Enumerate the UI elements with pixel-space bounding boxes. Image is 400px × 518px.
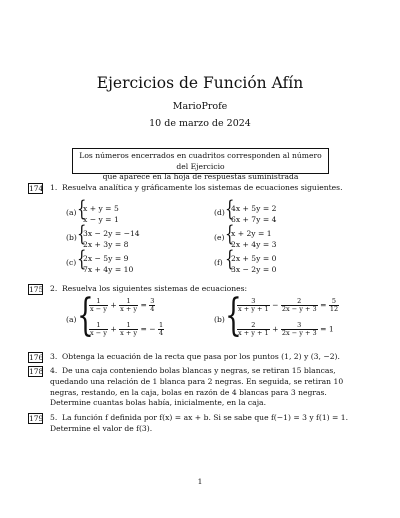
page-number: 1 — [197, 477, 203, 486]
document-title: Ejercicios de Función Afín — [96, 74, 304, 92]
notice-line: Los números encerrados en cuadritos corresponden al número del Ejercicio — [79, 151, 322, 171]
denominator: 12 — [329, 305, 339, 313]
numerator: 3 — [237, 298, 270, 306]
equals: = — [140, 300, 147, 310]
equation: x − y = 1 — [83, 215, 119, 224]
operator: + — [272, 324, 279, 334]
denominator: x − y — [90, 329, 107, 337]
denominator: x + y + 1 — [238, 305, 269, 313]
notice-box — [72, 148, 329, 181]
author: MarioProfe — [172, 101, 228, 112]
numerator: 1 — [119, 322, 138, 330]
equation: x + 2y = 1 — [231, 229, 272, 238]
numerator: 3 — [281, 322, 318, 330]
equation: 6x + 7y = 4 — [231, 215, 277, 224]
problem-box: 174 — [29, 184, 44, 193]
numerator: 2 — [281, 298, 318, 306]
fraction-equation — [237, 298, 339, 313]
system-label: (b) — [66, 233, 77, 242]
operator: + — [110, 300, 117, 310]
operator: + — [110, 324, 117, 334]
equals: = 1 — [320, 324, 334, 334]
brace-icon: { — [225, 290, 242, 341]
problem-text: Resuelva los siguientes sistemas de ecuaciones: — [62, 284, 248, 293]
problem-text: De una caja conteniendo bolas blancas y negras, se retiran 15 blancas, quedando una relación de 1 blanca para 2 negras. En seguida, se retiran 10 negras, restando, en la caja, bolas en razón de 4 blancas para 3 negras. Determine cuantas bolas había, inicialmente, en la caja. — [50, 366, 344, 408]
equation: 4x + 5y = 2 — [231, 204, 277, 213]
equation: 2x + 3y = 8 — [83, 240, 129, 249]
numerator: 3 — [150, 297, 155, 305]
system-label: (f) — [214, 258, 223, 267]
problem-number: 4. — [50, 366, 58, 375]
brace-icon: { — [77, 247, 87, 271]
brace-icon: { — [77, 290, 94, 341]
problem-text: Obtenga la ecuación de la recta que pasa por los puntos (1, 2) y (3, −2). — [62, 352, 340, 361]
numerator: 5 — [329, 298, 339, 306]
system-label: (c) — [66, 258, 77, 267]
fraction-equation — [89, 322, 164, 337]
fraction-equation — [89, 298, 155, 313]
problem-number: 2. — [50, 284, 58, 293]
equation: 3x − 2y = 0 — [231, 265, 277, 274]
date: 10 de marzo de 2024 — [149, 118, 251, 129]
numerator: 1 — [89, 322, 108, 330]
denominator: 4 — [150, 305, 155, 313]
numerator: 1 — [119, 298, 138, 306]
problem-box: 178 — [29, 367, 44, 376]
numerator: 1 — [89, 298, 108, 306]
equation: 2x + 4y = 3 — [231, 240, 277, 249]
problem-box: 176 — [29, 353, 44, 362]
denominator: x + y — [120, 305, 138, 313]
problem-number: 3. — [50, 352, 58, 361]
problem-statement — [50, 366, 350, 409]
system-label: (b) — [214, 315, 225, 324]
equals: = − — [140, 324, 156, 334]
brace-icon: { — [77, 197, 87, 221]
notice-line: que aparece en la hoja de respuestas suministrada — [102, 172, 299, 181]
brace-icon: { — [225, 197, 235, 221]
denominator: x − y — [90, 305, 107, 313]
equation: 3x − 2y = −14 — [83, 229, 140, 238]
operator: − — [272, 300, 279, 310]
equals: = — [320, 300, 327, 310]
problem-number: 1. — [50, 183, 58, 192]
problem-statement — [50, 413, 350, 435]
denominator: x + y + 1 — [238, 329, 269, 337]
brace-icon: { — [77, 222, 87, 246]
system-label: (d) — [214, 208, 225, 217]
denominator: x + y — [120, 329, 138, 337]
problem-text: La función f definida por f(x) = ax + b. Si se sabe que f(−1) = 3 y f(1) = 1. Determine el valor de f(3). — [50, 413, 349, 433]
system-label: (a) — [66, 315, 77, 324]
problem-statement — [50, 183, 343, 194]
system-label: (a) — [66, 208, 77, 217]
problem-box: 175 — [29, 285, 44, 294]
problem-number: 5. — [50, 413, 58, 422]
equation: x + y = 5 — [83, 204, 119, 213]
system-label: (e) — [214, 233, 225, 242]
numerator: 1 — [159, 321, 164, 329]
brace-icon: { — [225, 247, 235, 271]
fraction-equation — [237, 322, 334, 337]
denominator: 2x − y + 3 — [281, 305, 317, 313]
brace-icon: { — [225, 222, 235, 246]
equation: 2x + 5y = 0 — [231, 254, 277, 263]
problem-text: Resuelva analítica y gráficamente los sistemas de ecuaciones siguientes. — [62, 183, 343, 192]
denominator: 2x − y + 3 — [281, 329, 317, 337]
equation: 2x − 5y = 9 — [83, 254, 129, 263]
numerator: 2 — [237, 322, 270, 330]
denominator: 4 — [159, 329, 164, 337]
problem-box: 179 — [29, 414, 44, 423]
equation: 7x + 4y = 10 — [83, 265, 134, 274]
problem-statement — [50, 352, 340, 363]
